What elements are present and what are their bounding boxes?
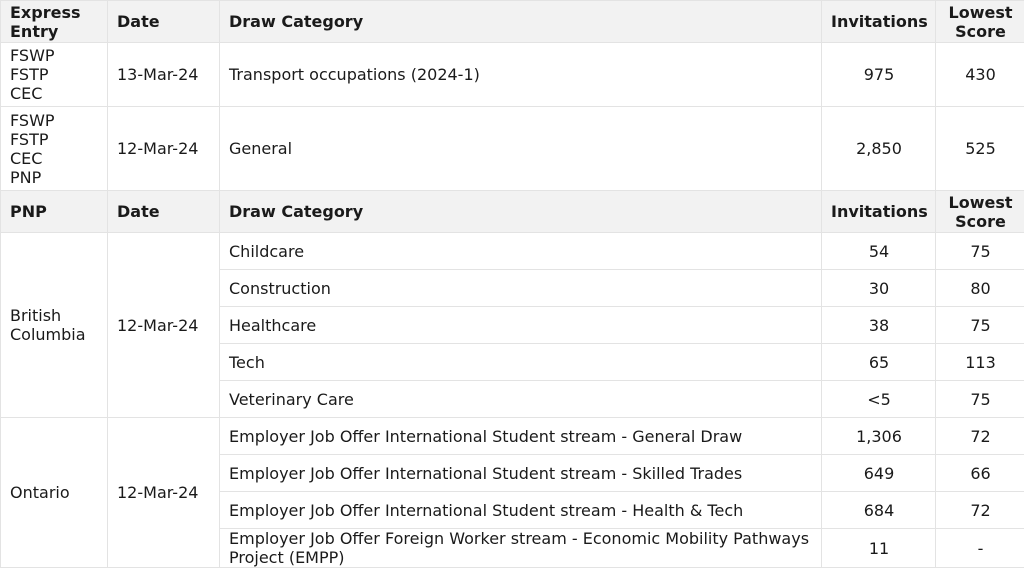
draw-category: Employer Job Offer International Student stream - Skilled Trades <box>220 455 822 492</box>
draw-category: Veterinary Care <box>220 381 822 418</box>
lowest-score: 72 <box>936 418 1024 455</box>
draw-category: General <box>220 107 822 191</box>
draw-category: Construction <box>220 270 822 307</box>
draw-category: Childcare <box>220 233 822 270</box>
invitations-count: 2,850 <box>822 107 936 191</box>
table-row <box>1 233 1024 270</box>
program-name: FSWP <box>10 46 55 65</box>
program-name: PNP <box>10 167 42 187</box>
invitations-count: <5 <box>822 381 936 418</box>
lowest-score: 75 <box>936 381 1024 418</box>
invitations-count: 684 <box>822 492 936 529</box>
invitations-count: 1,306 <box>822 418 936 455</box>
express-entry-program-header: Express Entry <box>1 1 108 43</box>
draw-category: Employer Job Offer International Student stream - Health & Tech <box>220 492 822 529</box>
program-list <box>1 107 108 191</box>
program-name: FSTP <box>10 65 49 84</box>
pnp-program-header: PNP <box>1 191 108 233</box>
draw-date: 12-Mar-24 <box>108 107 220 191</box>
express-entry-invitations-header: Invitations <box>822 1 936 43</box>
program-name: CEC <box>10 84 43 103</box>
draw-category: Employer Job Offer International Student stream - General Draw <box>220 418 822 455</box>
draw-category: Transport occupations (2024-1) <box>220 43 822 107</box>
pnp-invitations-header: Invitations <box>822 191 936 233</box>
lowest-score: - <box>936 529 1024 568</box>
program-name: FSTP <box>10 129 49 149</box>
express-entry-header-row <box>1 1 1024 43</box>
lowest-score: 75 <box>936 307 1024 344</box>
table-row <box>1 43 1024 107</box>
draw-date: 12-Mar-24 <box>108 418 220 568</box>
invitations-count: 54 <box>822 233 936 270</box>
express-entry-category-header: Draw Category <box>220 1 822 43</box>
draw-category: Employer Job Offer Foreign Worker stream - Economic Mobility Pathways Project (EMPP) <box>220 529 822 568</box>
lowest-score: 430 <box>936 43 1024 107</box>
draw-category: Healthcare <box>220 307 822 344</box>
lowest-score: 113 <box>936 344 1024 381</box>
invitations-count: 30 <box>822 270 936 307</box>
pnp-score-header: Lowest Score <box>936 191 1024 233</box>
pnp-date-header: Date <box>108 191 220 233</box>
province-name: British Columbia <box>1 233 108 418</box>
invitations-count: 38 <box>822 307 936 344</box>
invitations-count: 65 <box>822 344 936 381</box>
table-row <box>1 107 1024 191</box>
lowest-score: 66 <box>936 455 1024 492</box>
invitations-count: 975 <box>822 43 936 107</box>
pnp-category-header: Draw Category <box>220 191 822 233</box>
lowest-score: 72 <box>936 492 1024 529</box>
program-name: FSWP <box>10 110 55 130</box>
draw-date: 12-Mar-24 <box>108 233 220 418</box>
lowest-score: 75 <box>936 233 1024 270</box>
province-name: Ontario <box>1 418 108 568</box>
invitations-count: 649 <box>822 455 936 492</box>
express-entry-date-header: Date <box>108 1 220 43</box>
express-entry-score-header: Lowest Score <box>936 1 1024 43</box>
invitations-count: 11 <box>822 529 936 568</box>
lowest-score: 525 <box>936 107 1024 191</box>
lowest-score: 80 <box>936 270 1024 307</box>
program-list <box>1 43 108 107</box>
draw-date: 13-Mar-24 <box>108 43 220 107</box>
draw-category: Tech <box>220 344 822 381</box>
table-row <box>1 418 1024 455</box>
pnp-header-row <box>1 191 1024 233</box>
program-name: CEC <box>10 148 43 168</box>
